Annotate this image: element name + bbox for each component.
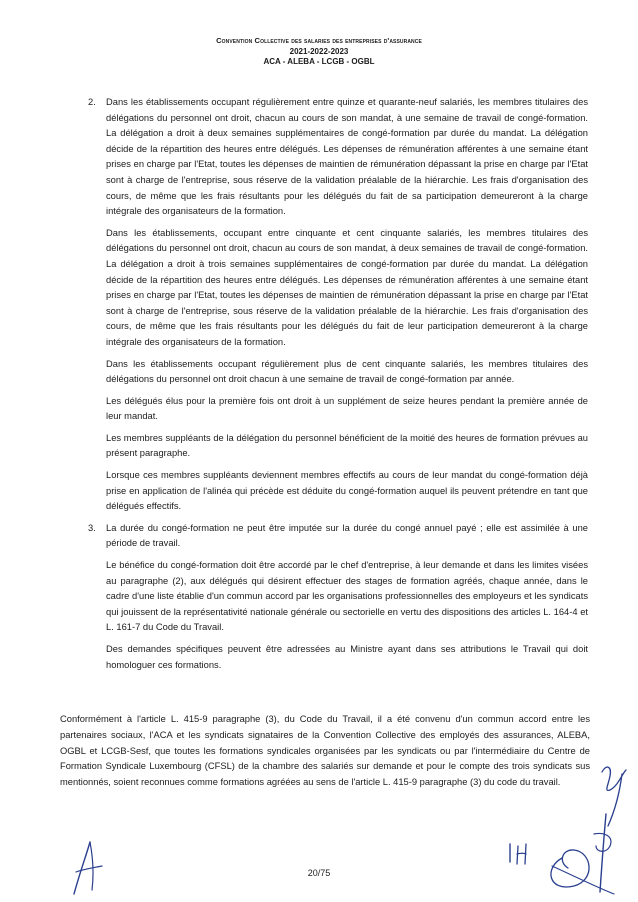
document-body xyxy=(88,95,588,679)
final-paragraph-block xyxy=(60,712,590,791)
paragraph: Les délégués élus pour la première fois ont droit à un supplément de seize heures pendant la première année de leur mandat. xyxy=(106,395,588,422)
header-parties: ACA - ALEBA - LCGB - OGBL xyxy=(263,57,375,66)
page-number: 20/75 xyxy=(307,868,331,878)
initial-signature-left xyxy=(60,838,110,898)
paragraph: Des demandes spécifiques peuvent être adressées au Ministre ayant dans ses attributions le Travail qui doit homologuer ces formations. xyxy=(106,644,588,670)
paragraph: Dans les établissements occupant régulièrement plus de cent cinquante salariés, les membres titulaires des délégations du personnel ont droit chacun à une semaine de travail de congé-formation par année. xyxy=(106,358,588,385)
paragraph: La durée du congé-formation ne peut être imputée sur la durée du congé annuel payé ; elle est assimilée à une période de travail. xyxy=(106,522,588,549)
paragraph: Lorsque ces membres suppléants deviennent membres effectifs au cours de leur mandat du congé-formation déjà prise en application de l'alinéa qui précède est déduite du congé-formation auquel ils peuvent prétendre en tant que délégués effectifs. xyxy=(106,470,588,512)
paragraph: Dans les établissements, occupant entre cinquante et cent cinquante salariés, les membres titulaires des délégations du personnel ont droit, chacun au cours de son mandat, à deux semaines de travail de congé-formation. La délégation a droit à trois semaines supplémentaires de congé-formation par durée du mandat. La délégation décide de la répartition des heures entre délégués. Les dépenses de rémunération afférentes à une semaine étant prises en charge par l'Etat, toutes les dépenses de maintien de rémunération dépassant la prise en charge par l'Etat sont à charge de l'entreprise, sous réserve de la validation préalable de la hiérarchie. Les frais d'organisation des cours, de même que les frais résultants pour les délégués du fait de leur participation demeureront à la charge intégrale des organisateurs de la formation. xyxy=(106,227,588,347)
document-header xyxy=(0,36,638,68)
list-item-3 xyxy=(88,521,588,673)
list-item-2 xyxy=(88,95,588,515)
paragraph: Dans les établissements occupant régulièrement entre quinze et quarante-neuf salariés, les membres titulaires des délégations du personnel ont droit, chacun au cours de son mandat, à une semaine de travail de congé-formation. La délégation a droit à deux semaines supplémentaires de congé-formation par durée du mandat. La délégation décide de la répartition des heures entre délégués. Les dépenses de rémunération afférentes à une semaine étant prises en charge par l'Etat, toutes les dépenses de maintien de rémunération dépassant la prise en charge par l'Etat sont à charge de l'entreprise, sous réserve de la validation préalable de la hiérarchie. Les frais d'organisation des cours, de même que les frais résultants pour les délégués du fait de sa participation demeureront à la charge intégrale des organisateurs de la formation. xyxy=(106,97,588,217)
signature-margin xyxy=(596,760,636,830)
paragraph: Le bénéfice du congé-formation doit être accordé par le chef d'entreprise, à leur demande et dans les limites visées au paragraphe (2), aux délégués qui désirent effectuer des stages de formation agréés, chaque année, dans le cadre d'une liste établie d'un commun accord par les organisations professionnelles des employeurs et les syndicats qui jouissent de la représentativité nationale générale ou sectorielle en vertu des dispositions des articles L. 164-4 et L. 161-7 du Code du Travail. xyxy=(106,560,588,633)
paragraph: Les membres suppléants de la délégation du personnel bénéficient de la moitié des heures de formation prévues au présent paragraphe. xyxy=(106,432,588,459)
item-number: 2. xyxy=(88,97,96,107)
final-paragraph: Conformément à l'article L. 415-9 paragraphe (3), du Code du Travail, il a été convenu d'un commun accord entre les partenaires sociaux, l'ACA et les syndicats signataires de la Convention Collective des employés des assurances, ALEBA, OGBL et LCGB-Sesf, que toutes les formations syndicales organisées par les syndicats ou par l'intermédiaire du Centre de Formation Syndicale Luxembourg (CFSL) de la chambre des salariés sur demande et pour le compte des trois syndicats sus mentionnés, soient reconnues comme formations agréées au sens de l'article L. 415-9 paragraphe (3) du code du travail. xyxy=(60,714,590,788)
initial-signature-ih xyxy=(504,838,534,868)
item-number: 3. xyxy=(88,522,96,533)
header-title xyxy=(0,36,638,47)
header-title-text: Convention Collective des salaries des entreprises d'assurance xyxy=(216,36,422,45)
header-years: 2021-2022-2023 xyxy=(289,46,349,56)
